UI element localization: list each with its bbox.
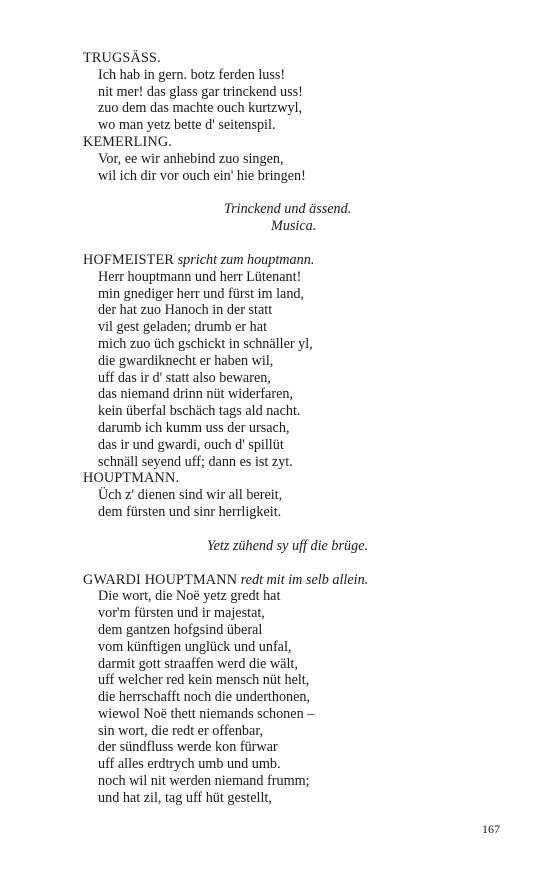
verse-line: schnäll seyend uff; dann es ist zyt. — [98, 453, 293, 470]
speaker-name: HOFMEISTER — [83, 251, 175, 268]
verse-line: vor'm fürsten und ir majestat, — [98, 605, 265, 622]
stage-direction-line: Musica. — [271, 218, 317, 235]
verse-line: kein überfal bschäch tags ald nacht. — [98, 403, 301, 420]
verse-line: der sündfluss werde kon fürwar — [98, 739, 278, 756]
verse-line: Vor, ee wir anhebind zuo singen, — [98, 150, 284, 167]
stage-direction — [83, 201, 483, 235]
verse-line: min gnediger herr und fürst im land, — [98, 285, 305, 302]
verse-line: uff welcher red kein mensch nüt helt, — [98, 672, 310, 689]
verse-line: vil gest geladen; drumb er hat — [98, 319, 268, 336]
verse-line: darumb ich kumm uss der ursach, — [98, 419, 290, 436]
verse-line: uff alles erdtrych umb und umb. — [98, 756, 281, 773]
verse-line: wil ich dir vor ouch ein' hie bringen! — [98, 167, 306, 184]
verse-line: wo man yetz bette d' seitenspil. — [98, 117, 276, 134]
verse-line: uff das ir d' statt also bewaren, — [98, 369, 271, 386]
verse-line: die gwardiknecht er haben wil, — [98, 352, 274, 369]
speaker-line — [83, 252, 483, 269]
speaker-line — [83, 572, 483, 589]
verse-line: mich zuo üch gschickt in schnäller yl, — [98, 335, 313, 352]
speaker-name: GWARDI HOUPTMANN — [83, 571, 238, 588]
speech-block — [83, 134, 483, 184]
speech-block — [83, 50, 483, 134]
stage-direction-line: Trinckend und ässend. — [224, 201, 352, 218]
verse-line: zuo dem das machte ouch kurtzwyl, — [98, 100, 303, 117]
speaker-direction: spricht zum houptmann. — [177, 251, 315, 268]
verse-line: dem fürsten und sinr herrligkeit. — [98, 503, 282, 520]
verse-line: wiewol Noë thett niemands schonen – — [98, 705, 315, 722]
speaker-name: KEMERLING. — [83, 133, 173, 150]
verse-line: Üch z' dienen sind wir all bereit, — [98, 487, 283, 504]
page-number: 167 — [482, 822, 500, 836]
verse-line: Die wort, die Noë yetz gredt hat — [98, 588, 281, 605]
speech-block — [83, 470, 483, 520]
verse-line: die herrschafft noch die underthonen, — [98, 689, 311, 706]
stage-direction-line: Yetz zühend sy uff die brüge. — [207, 537, 369, 554]
verse-line: und hat zil, tag uff hüt gestellt, — [98, 789, 272, 806]
verse-line: Ich hab in gern. botz ferden luss! — [98, 66, 286, 83]
verse-line: dem gantzen hofgsind überal — [98, 621, 263, 638]
verse-line: der hat zuo Hanoch in der statt — [98, 302, 273, 319]
speaker-name: TRUGSÄSS. — [83, 50, 161, 66]
speech-block — [83, 572, 483, 807]
verse-line: darmit gott straaffen werd die wält, — [98, 655, 298, 672]
speech-block — [83, 252, 483, 470]
verse-line: das niemand drinn nüt widerfaren, — [98, 386, 294, 403]
verse-line: nit mer! das glass gar trinckend uss! — [98, 83, 303, 100]
page-text — [83, 50, 483, 807]
speaker-direction: redt mit im selb allein. — [240, 571, 369, 588]
verse-line: vom künftigen unglück und unfal, — [98, 638, 292, 655]
verse-line: sin wort, die redt er offenbar, — [98, 722, 264, 739]
verse-line: noch wil nit werden niemand frumm; — [98, 773, 310, 790]
stage-direction — [83, 538, 483, 555]
speaker-name: HOUPTMANN. — [83, 470, 180, 487]
verse-line: Herr houptmann und herr Lütenant! — [98, 268, 302, 285]
verse-line: das ir und gwardi, ouch d' spillüt — [98, 436, 284, 453]
